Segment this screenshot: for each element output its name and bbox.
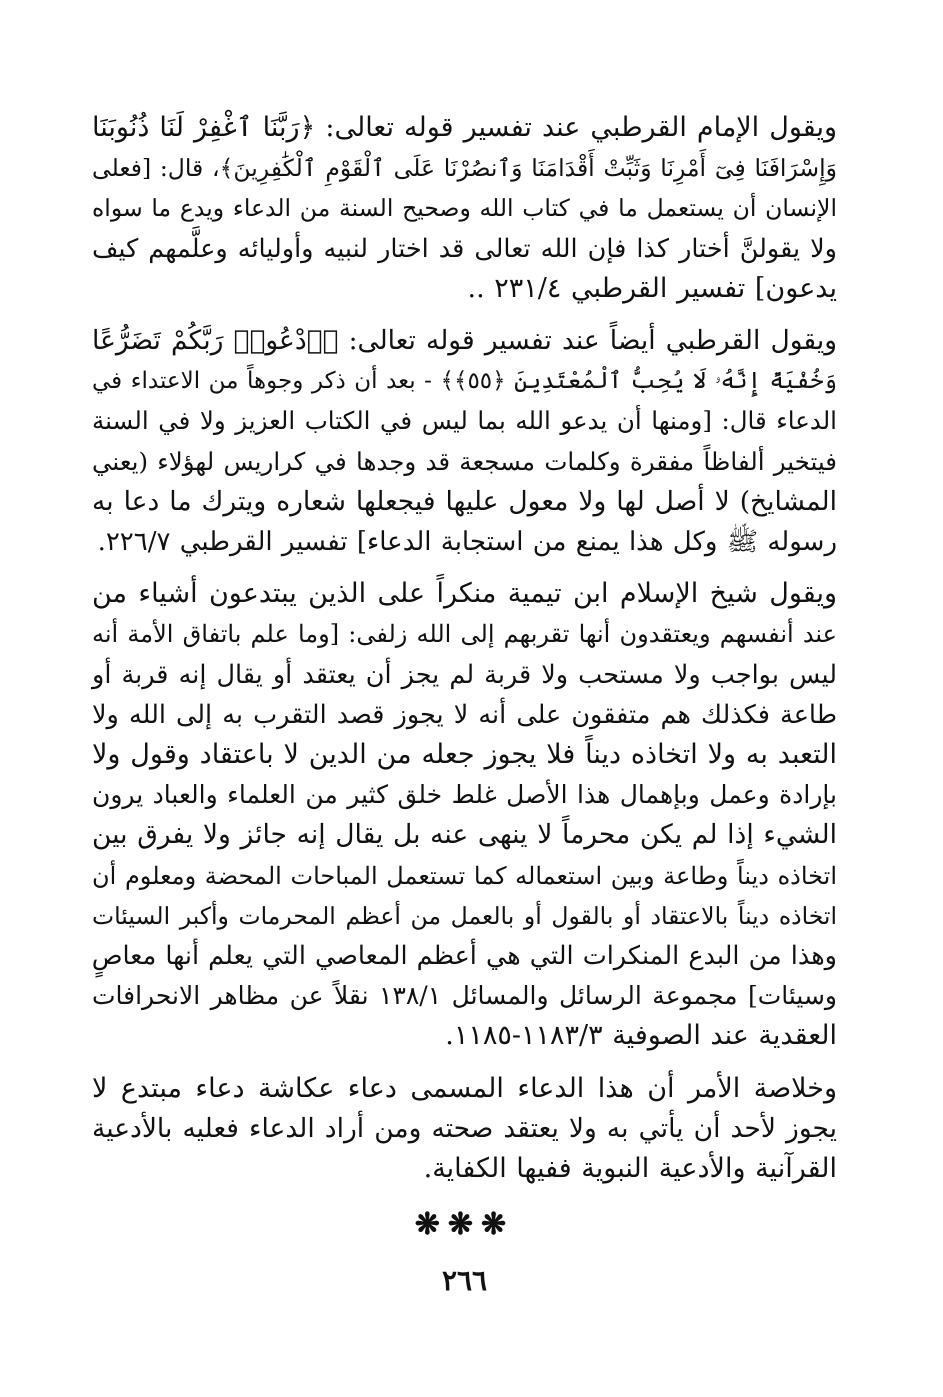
text-line: الدعاء قال: [ومنها أن يدعو الله بما ليس في الكتاب العزيز ولا في السنة xyxy=(92,406,837,436)
text-line: وَإِسْرَافَنَا فِىٓ أَمْرِنَا وَثَبِّتْ أَقْدَامَنَا وَٱنصُرْنَا عَلَى ٱلْقَوْمِ ٱلْكَٰفِرِينَ﴾، قال: [فعلى xyxy=(92,154,837,183)
text-line: عند أنفسهم ويعتقدون أنها تقربهم إلى الله زلفى: [وما علم باتفاق الأمة أنه xyxy=(92,620,837,649)
text-line: طاعة فكذلك هم متفقون على أنه لا يجوز قصد التقرب به إلى الله ولا xyxy=(92,699,837,730)
paragraph-conclusion xyxy=(92,1069,837,1190)
text-line: وخلاصة الأمر أن هذا الدعاء المسمى دعاء عكاشة دعاء مبتدع لا xyxy=(92,1072,837,1104)
text-line: ويقول القرطبي أيضاً عند تفسير قوله تعالى: ﴿ٱدْعُوا۟ رَبَّكُمْ تَضَرُّعًا xyxy=(92,325,837,357)
text-line: رسوله ﷺ وكل هذا يمنع من استجابة الدعاء] تفسير القرطبي ٢٢٦/٧. xyxy=(97,527,837,558)
text-line: ليس بواجب ولا مستحب ولا قربة لم يجز أن يعتقد أو يقال إنه قربة أو xyxy=(92,659,837,690)
text-line: العقدية عند الصوفية ١١٨٣/٣-١١٨٥. xyxy=(445,1020,837,1052)
text-line: التعبد به ولا اتخاذه ديناً فلا يجوز جعله من الدين لا باعتقاد وقول ولا xyxy=(92,739,837,771)
section-ornament: ❋❋❋ xyxy=(414,1207,515,1243)
text-line: بإرادة وعمل وبإهمال هذا الأصل غلط خلق كثير من العلماء والعباد يرون xyxy=(92,780,837,810)
text-line: اتخاذه ديناً بالاعتقاد أو بالقول أو بالعمل من أعظم المحرمات وأكبر السيئات xyxy=(92,901,837,930)
text-line: يجوز لأحد أن يأتي به ولا يعتقد صحته ومن أراد الدعاء فعليه بالأدعية xyxy=(92,1112,837,1144)
text-line: القرآنية والأدعية النبوية ففيها الكفاية. xyxy=(423,1153,837,1185)
text-line: الشيء إذا لم يكن محرماً لا ينهى عنه بل يقال إنه جائز ولا يفرق بين xyxy=(92,819,837,851)
text-line: ويقول شيخ الإسلام ابن تيمية منكراً على الذين يبتدعون أشياء من xyxy=(92,578,837,610)
text-line: ويقول الإمام القرطبي عند تفسير قوله تعالى: ﴿رَبَّنَا ٱغْفِرْ لَنَا ذُنُوبَنَا xyxy=(92,112,837,143)
paragraph-qurtubi-2 xyxy=(92,321,837,562)
text-line: فيتخير ألفاظاً مفقرة وكلمات مسجعة قد وجدها في كراريس لهؤلاء (يعني xyxy=(92,446,837,476)
text-line: الإنسان أن يستعمل ما في كتاب الله وصحيح السنة من الدعاء ويدع ما سواه xyxy=(92,194,837,223)
page-number: ٢٦٦ xyxy=(441,1264,488,1298)
paragraph-qurtubi-1 xyxy=(92,108,837,309)
text-line: المشايخ) لا أصل لها ولا معول عليها فيجعلها شعاره ويترك ما دعا به xyxy=(92,485,837,517)
text-line: وهذا من البدع المنكرات التي هي أعظم المعاصي التي يعلم أنها معاصٍ xyxy=(91,941,837,972)
text-line: يدعون] تفسير القرطبي ٢٣١/٤ .. xyxy=(467,272,837,304)
text-line: وسيئات] مجموعة الرسائل والمسائل ١٣٨/١ نقلاً عن مظاهر الانحرافات xyxy=(92,981,837,1011)
paragraph-ibn-taymiyyah xyxy=(92,574,837,1056)
text-line: اتخاذه ديناً وطاعة وبين استعماله كما تستعمل المباحات المحضة ومعلوم أن xyxy=(92,861,837,890)
text-line: وَخُفْيَةً إِنَّهُۥ لَا يُحِبُّ ٱلْمُعْتَدِينَ ﴿٥٥﴾﴾ - بعد أن ذكر وجوهاً من الاعتداء في xyxy=(92,368,838,395)
text-line: ولا يقولنَّ أختار كذا فإن الله تعالى قد اختار لنبيه وأوليائه وعلَّمهم كيف xyxy=(92,233,837,264)
